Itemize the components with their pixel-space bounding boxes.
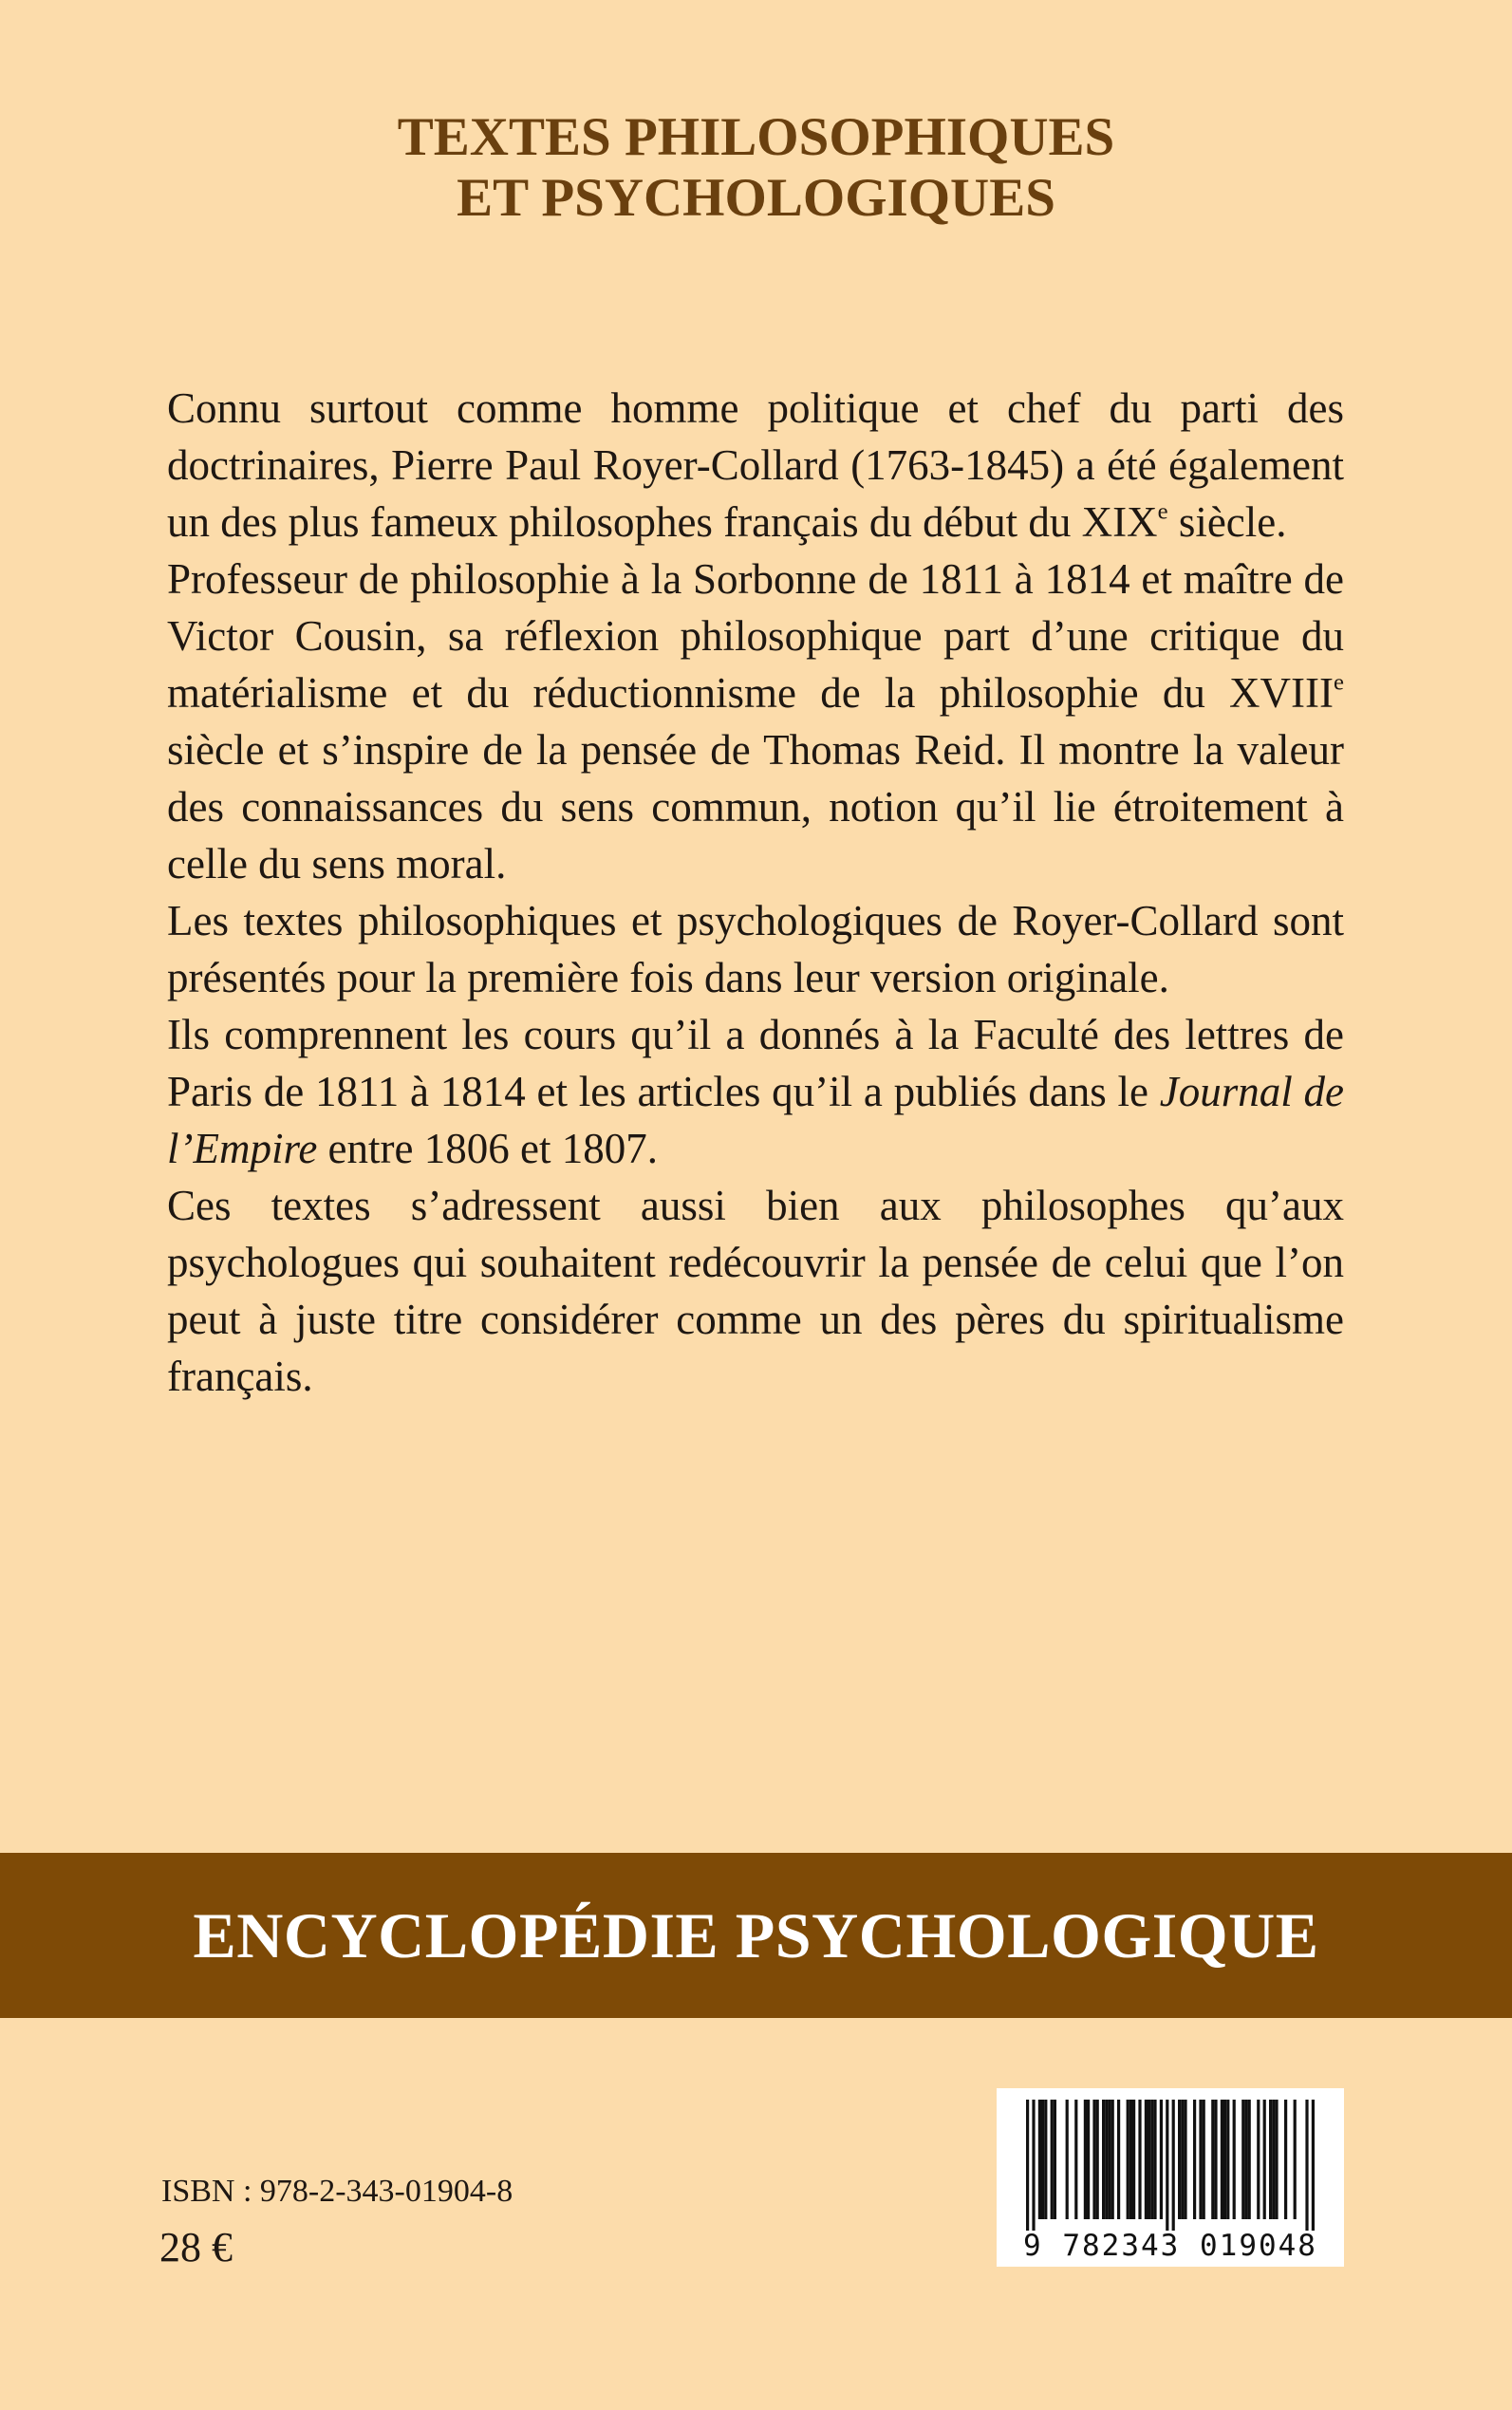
paragraph-3: Les textes philosophiques et psychologiques de Royer-Collard sont présentés pour la première fois dans leur version originale. — [167, 897, 1344, 1001]
barcode-bar — [1184, 2100, 1186, 2219]
barcode-bar — [1263, 2100, 1266, 2219]
barcode-bar — [1221, 2100, 1223, 2219]
barcode-bar — [1129, 2100, 1132, 2219]
barcode-bar — [1145, 2100, 1148, 2219]
barcode-bar — [1066, 2100, 1069, 2219]
barcode-bar — [1193, 2100, 1196, 2219]
barcode-bar — [1275, 2100, 1278, 2219]
barcode-bar — [1248, 2100, 1251, 2219]
barcode-bar — [1044, 2100, 1047, 2219]
series-band — [0, 1853, 1512, 2018]
isbn-text: ISBN : 978-2-343-01904-8 — [161, 2174, 513, 2209]
barcode-bar — [1087, 2100, 1090, 2219]
book-title — [0, 107, 1512, 229]
barcode-bar — [1105, 2100, 1108, 2219]
barcode-bar — [1172, 2100, 1175, 2231]
barcode-bar — [1166, 2100, 1168, 2231]
barcode-bar — [1138, 2100, 1141, 2219]
barcode-bar — [1181, 2100, 1184, 2219]
barcode-bar — [1108, 2100, 1111, 2219]
barcode-bar — [1223, 2100, 1226, 2219]
barcode-bar — [1074, 2100, 1077, 2219]
barcode-bar — [1084, 2100, 1087, 2219]
barcode-bar — [1199, 2100, 1202, 2219]
barcode-bar — [1272, 2100, 1275, 2219]
barcode-bar — [1244, 2100, 1247, 2219]
barcode-bar — [1150, 2100, 1153, 2219]
barcode — [997, 2088, 1344, 2267]
paragraph-1: Connu surtout comme homme politique et chef du parti des doctrinaires, Pierre Paul Royer-Collard (1763-1845) a été également un des plus fameux philosophes français du début du XIXe siècle. — [167, 384, 1344, 546]
barcode-bar — [1211, 2100, 1214, 2219]
barcode-bar — [1178, 2100, 1181, 2219]
barcode-bar — [1312, 2100, 1315, 2231]
barcode-bar — [1102, 2100, 1105, 2219]
back-cover-blurb — [167, 380, 1344, 1405]
barcode-bar — [1203, 2100, 1205, 2219]
barcode-bar — [1096, 2100, 1099, 2219]
barcode-bar — [1054, 2100, 1056, 2219]
barcode-bar — [1148, 2100, 1150, 2219]
barcode-bar — [1041, 2100, 1044, 2219]
barcode-bar — [1284, 2100, 1287, 2219]
price-text: 28 € — [159, 2224, 233, 2270]
barcode-bar — [1269, 2100, 1272, 2219]
paragraph-5: Ces textes s’adressent aussi bien aux philosophes qu’aux psychologues qui souhaitent redécouvrir la pensée de celui que l’on peut à juste titre considérer comme un des pères du spiritualisme français. — [167, 1182, 1344, 1400]
barcode-digits: 9 782343 019048 — [1023, 2229, 1317, 2263]
barcode-bar — [1241, 2100, 1244, 2219]
paragraph-2: Professeur de philosophie à la Sorbonne de 1811 à 1814 et maître de Victor Cousin, sa réflexion philosophique part d’une critique du matérialisme et du réductionnisme de la philosophie du XVIIIe siècle et s’inspire de la pensée de Thomas Reid. Il montre la valeur des connaissances du sens commun, notion qu’il lie étroitement à celle du sens moral. — [167, 555, 1344, 887]
barcode-bar — [1127, 2100, 1129, 2219]
barcode-bar — [1257, 2100, 1260, 2219]
barcode-bar — [1305, 2100, 1308, 2231]
barcode-bar — [1092, 2100, 1095, 2219]
barcode-bar — [1032, 2100, 1035, 2231]
barcode-bar — [1153, 2100, 1156, 2219]
series-name: ENCYCLOPÉDIE PSYCHOLOGIQUE — [193, 1898, 1319, 1971]
barcode-bar — [1214, 2100, 1217, 2219]
title-line-1: TEXTES PHILOSOPHIQUES — [397, 107, 1115, 167]
barcode-bar — [1111, 2100, 1114, 2219]
journal-title: Journal de l’Empire — [167, 1068, 1344, 1172]
barcode-bar — [1026, 2100, 1029, 2231]
barcode-bar — [1160, 2100, 1163, 2219]
paragraph-4: Ils comprennent les cours qu’il a donnés à la Faculté des lettres de Paris de 1811 à 1814 et les articles qu’il a publiés dans le Journal de l’Empire entre 1806 et 1807. — [167, 1011, 1344, 1172]
barcode-bar — [1051, 2100, 1054, 2219]
barcode-bar — [1294, 2100, 1297, 2219]
title-line-2: ET PSYCHOLOGIQUES — [457, 167, 1055, 228]
barcode-bar — [1117, 2100, 1120, 2219]
barcode-bar — [1226, 2100, 1229, 2219]
barcode-bar — [1233, 2100, 1236, 2219]
barcode-bar — [1132, 2100, 1135, 2219]
barcode-bars-icon — [997, 2088, 1344, 2231]
barcode-bar — [1038, 2100, 1041, 2219]
